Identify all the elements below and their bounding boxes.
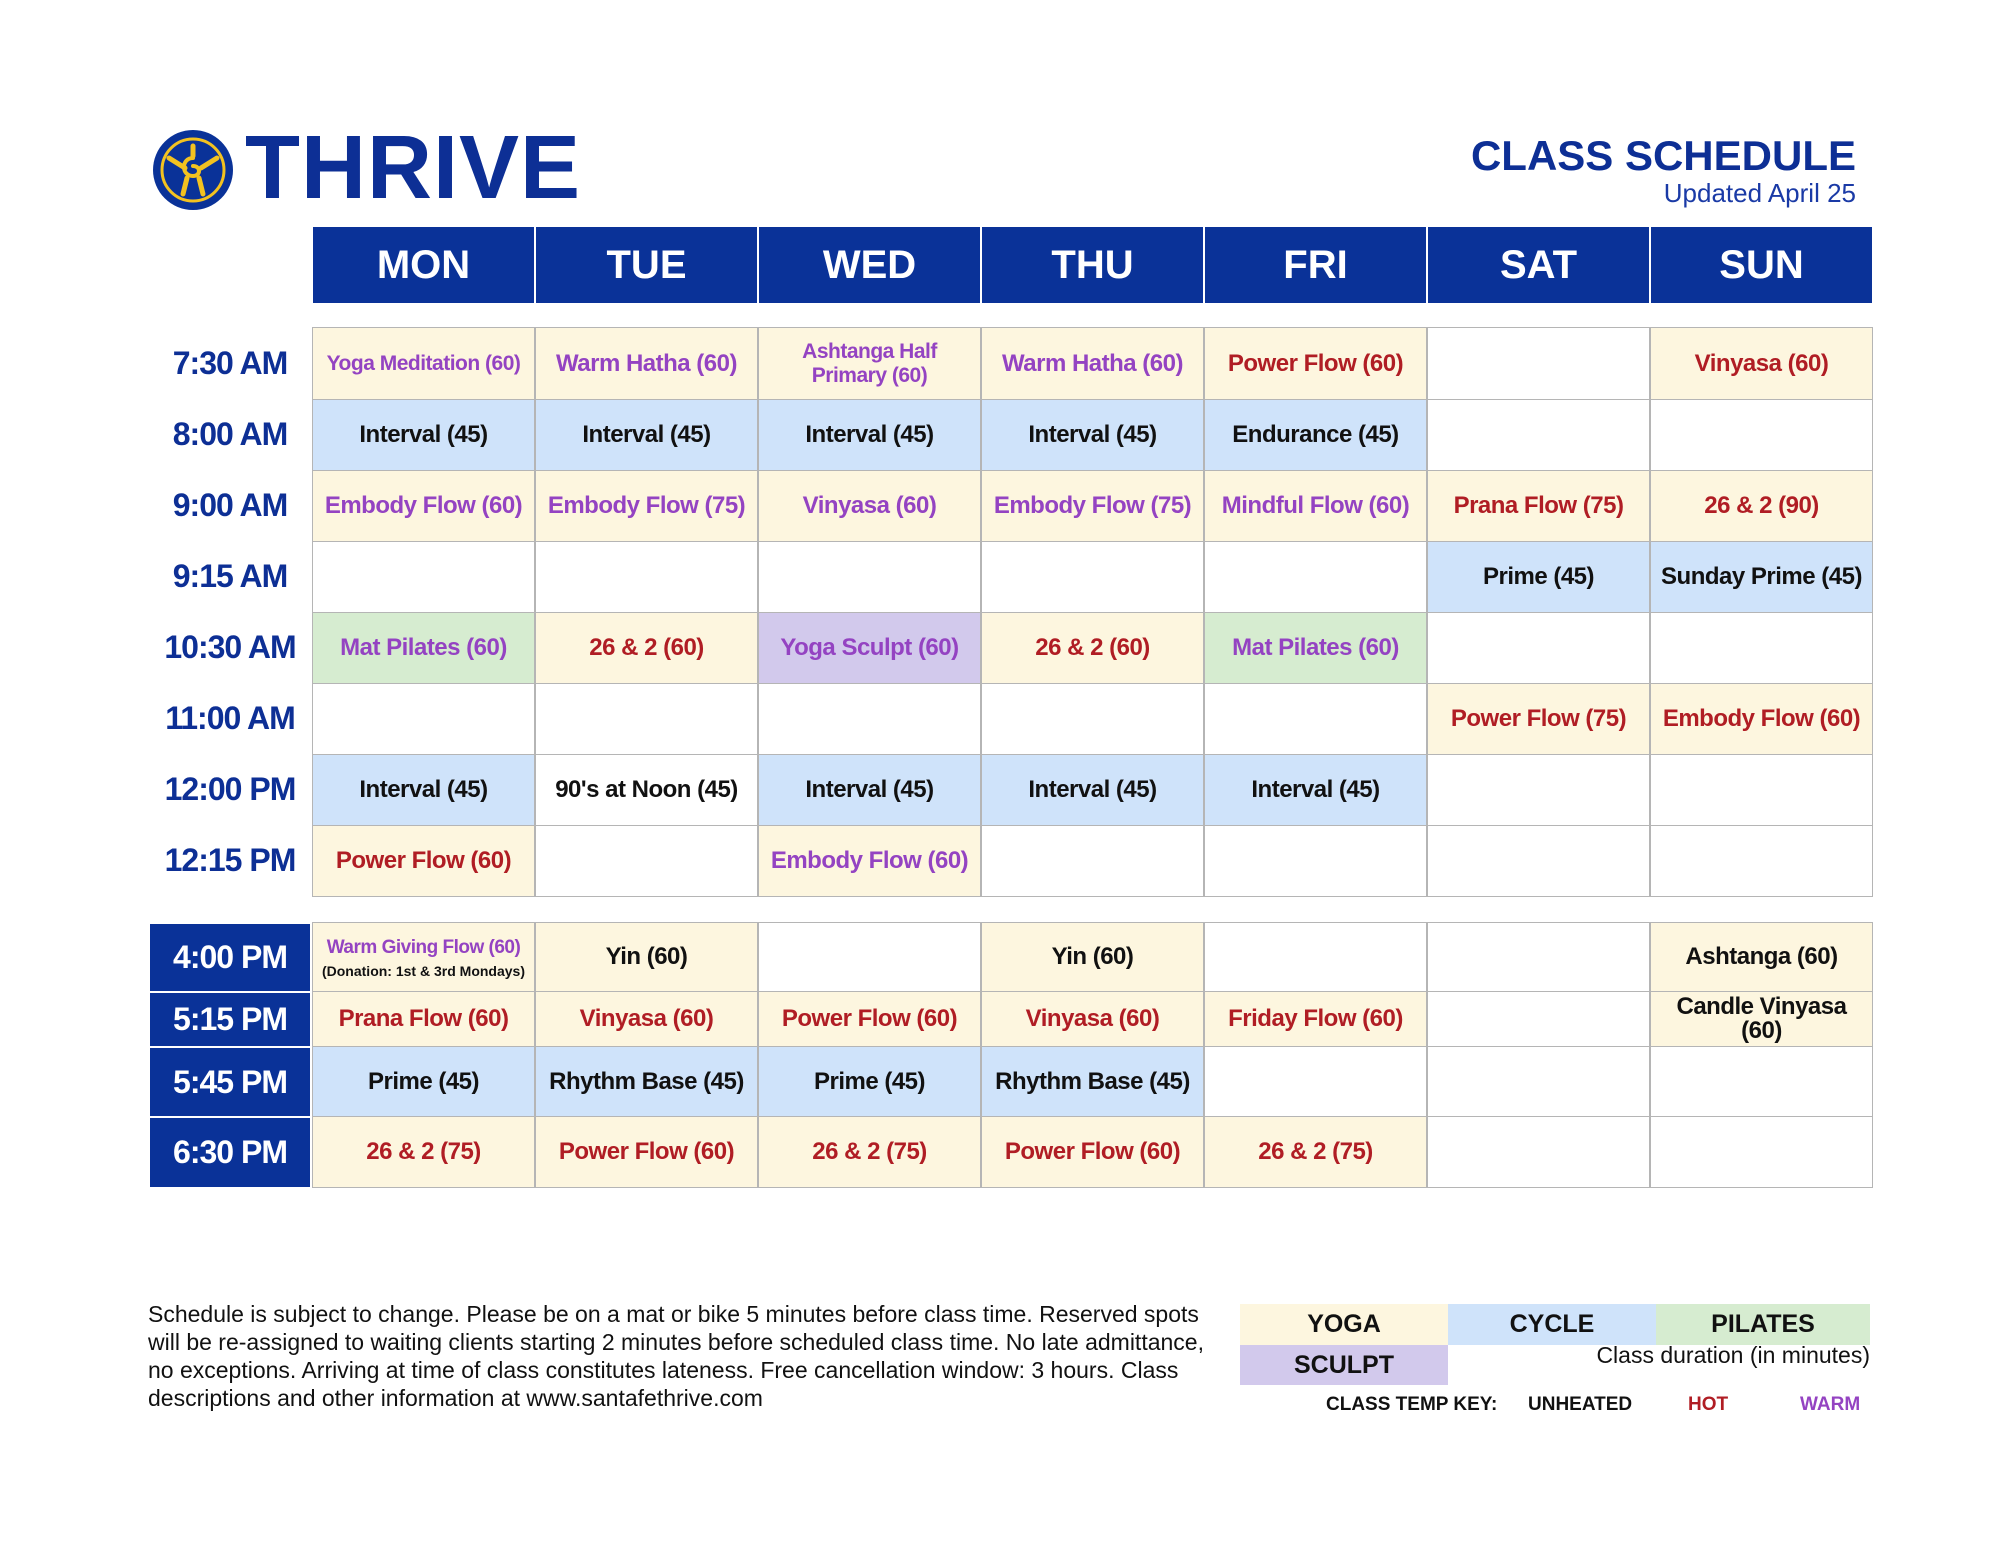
empty-cell: [981, 683, 1204, 755]
class-cell[interactable]: [1427, 541, 1650, 613]
empty-cell: [535, 541, 758, 613]
class-cell[interactable]: [1650, 541, 1873, 613]
class-cell[interactable]: [312, 1046, 535, 1117]
class-cell[interactable]: [981, 1046, 1204, 1117]
day-header: MON: [313, 227, 534, 303]
time-label: 9:15 AM: [172, 558, 288, 594]
class-cell[interactable]: [758, 825, 981, 897]
class-cell[interactable]: [758, 399, 981, 471]
class-name: Embody Flow (75): [547, 492, 746, 519]
class-cell[interactable]: [981, 922, 1204, 992]
class-name: Power Flow (60): [335, 847, 512, 874]
day-header: SUN: [1651, 227, 1872, 303]
empty-cell: [1427, 1046, 1650, 1117]
class-name: Sunday Prime (45): [1661, 563, 1862, 590]
empty-cell: [1204, 922, 1427, 992]
class-cell[interactable]: [1650, 470, 1873, 542]
day-header: FRI: [1205, 227, 1426, 303]
class-cell[interactable]: [981, 399, 1204, 471]
class-name: Embody Flow (60): [324, 492, 523, 519]
class-name: Power Flow (60): [558, 1138, 735, 1165]
empty-cell: [1427, 1116, 1650, 1188]
class-name: Interval (45): [1028, 421, 1157, 448]
class-name: Warm Hatha (60): [556, 349, 737, 377]
empty-cell: [1650, 754, 1873, 826]
class-cell[interactable]: [535, 612, 758, 684]
class-name: Vinyasa (60): [579, 1005, 714, 1032]
class-name: 26 & 2 (60): [589, 634, 704, 661]
empty-cell: [1650, 399, 1873, 471]
thrive-logo-icon: [151, 128, 235, 212]
class-name: Endurance (45): [1232, 421, 1399, 448]
class-cell[interactable]: [312, 470, 535, 542]
time-label: 12:00 PM: [164, 771, 296, 807]
empty-cell: [981, 825, 1204, 897]
empty-cell: [758, 683, 981, 755]
class-name: 26 & 2 (75): [366, 1138, 481, 1165]
class-name: Prana Flow (60): [338, 1005, 509, 1032]
class-cell[interactable]: [758, 327, 981, 400]
empty-cell: [1650, 1116, 1873, 1188]
empty-cell: [1650, 612, 1873, 684]
empty-cell: [312, 683, 535, 755]
class-name: Interval (45): [805, 776, 934, 803]
class-note: (Donation: 1st & 3rd Mondays): [321, 962, 525, 979]
empty-cell: [1650, 825, 1873, 897]
empty-cell: [1204, 683, 1427, 755]
class-name: Embody Flow (60): [1662, 705, 1861, 732]
class-cell[interactable]: [535, 922, 758, 992]
temp-key-label: CLASS TEMP KEY:: [1326, 1394, 1498, 1415]
time-label: 10:30 AM: [164, 629, 296, 665]
class-name: Mindful Flow (60): [1221, 492, 1410, 519]
class-cell[interactable]: [312, 825, 535, 897]
class-cell[interactable]: [535, 754, 758, 826]
legend-sculpt: SCULPT: [1240, 1345, 1448, 1385]
class-name: Mat Pilates (60): [340, 634, 507, 661]
class-cell[interactable]: [1204, 399, 1427, 471]
class-name: Embody Flow (60): [770, 847, 969, 874]
class-cell[interactable]: [312, 612, 535, 684]
class-name: Ashtanga Half Primary (60): [802, 339, 937, 387]
class-cell[interactable]: [312, 1116, 535, 1188]
class-name: Yoga Meditation (60): [326, 351, 521, 375]
class-name: Interval (45): [1028, 776, 1157, 803]
updated-date: Updated April 25: [1663, 178, 1856, 208]
time-label: 5:15 PM: [150, 991, 310, 1046]
class-cell[interactable]: [312, 922, 535, 992]
class-name: Interval (45): [805, 421, 934, 448]
empty-cell: [758, 541, 981, 613]
empty-cell: [1427, 754, 1650, 826]
class-cell[interactable]: [1204, 991, 1427, 1047]
page-title: CLASS SCHEDULE: [1470, 132, 1856, 179]
class-cell[interactable]: [535, 470, 758, 542]
class-cell[interactable]: [1204, 470, 1427, 542]
class-name: 26 & 2 (60): [1035, 634, 1150, 661]
class-name: 26 & 2 (75): [812, 1138, 927, 1165]
empty-cell: [1204, 1046, 1427, 1117]
time-label: 7:30 AM: [172, 344, 288, 381]
empty-cell: [1427, 399, 1650, 471]
class-cell[interactable]: [758, 1116, 981, 1188]
class-cell[interactable]: [981, 470, 1204, 542]
class-cell[interactable]: [758, 1046, 981, 1117]
legend-pilates: PILATES: [1656, 1304, 1870, 1345]
class-cell[interactable]: [535, 1046, 758, 1117]
class-name: Power Flow (60): [781, 1005, 958, 1032]
empty-cell: [758, 922, 981, 992]
class-name: 90's at Noon (45): [555, 776, 738, 803]
class-cell[interactable]: [1427, 470, 1650, 542]
empty-cell: [535, 825, 758, 897]
empty-cell: [1204, 541, 1427, 613]
class-name: Warm Giving Flow (60): [326, 936, 521, 958]
empty-cell: [1204, 825, 1427, 897]
class-name: Friday Flow (60): [1228, 1005, 1403, 1032]
class-name: Mat Pilates (60): [1232, 634, 1399, 661]
temp-key-warm: WARM: [1800, 1394, 1861, 1415]
class-cell[interactable]: [535, 991, 758, 1047]
class-cell[interactable]: [312, 991, 535, 1047]
class-name: Yoga Sculpt (60): [780, 634, 959, 661]
class-cell[interactable]: [1204, 612, 1427, 684]
class-cell[interactable]: [1650, 683, 1873, 755]
class-name: Warm Hatha (60): [1002, 349, 1183, 377]
empty-cell: [1427, 825, 1650, 897]
class-name: Prana Flow (75): [1453, 492, 1624, 519]
class-name: Ashtanga (60): [1685, 943, 1838, 970]
class-cell[interactable]: [758, 754, 981, 826]
class-cell[interactable]: [1204, 754, 1427, 826]
empty-cell: [1427, 327, 1650, 400]
class-name: Yin (60): [605, 943, 688, 970]
time-label: 6:30 PM: [150, 1116, 310, 1187]
time-label: 11:00 AM: [165, 700, 295, 736]
class-name: 26 & 2 (90): [1704, 492, 1819, 519]
time-label: 12:15 PM: [164, 842, 296, 878]
class-name: Vinyasa (60): [1694, 349, 1829, 377]
class-cell[interactable]: [981, 1116, 1204, 1188]
class-cell[interactable]: [312, 754, 535, 826]
class-cell[interactable]: [1650, 327, 1873, 400]
duration-note: Class duration (in minutes): [1596, 1342, 1870, 1368]
class-name: Interval (45): [359, 421, 488, 448]
class-name: 26 & 2 (75): [1258, 1138, 1373, 1165]
class-cell[interactable]: [981, 991, 1204, 1047]
class-cell[interactable]: [535, 399, 758, 471]
class-name: Interval (45): [1251, 776, 1380, 803]
day-header: WED: [759, 227, 980, 303]
class-name: Vinyasa (60): [1025, 1005, 1160, 1032]
time-label: 8:00 AM: [172, 416, 288, 452]
class-cell[interactable]: [758, 470, 981, 542]
class-cell[interactable]: [1650, 922, 1873, 992]
class-cell[interactable]: [981, 612, 1204, 684]
time-label: 9:00 AM: [172, 487, 288, 523]
brand-name: THRIVE: [245, 118, 582, 218]
class-name: Power Flow (60): [1227, 349, 1404, 377]
time-label: 4:00 PM: [150, 922, 310, 991]
class-name: Rhythm Base (45): [549, 1067, 744, 1095]
class-cell[interactable]: [1650, 991, 1873, 1047]
class-cell[interactable]: [758, 612, 981, 684]
class-cell[interactable]: [312, 399, 535, 471]
class-cell[interactable]: [1204, 1116, 1427, 1188]
day-header: SAT: [1428, 227, 1649, 303]
empty-cell: [1427, 991, 1650, 1047]
class-cell[interactable]: [981, 327, 1204, 400]
empty-cell: [535, 683, 758, 755]
day-header: TUE: [536, 227, 757, 303]
day-header: THU: [982, 227, 1203, 303]
temp-key-unheated: UNHEATED: [1528, 1394, 1633, 1415]
class-name: Prime (45): [1482, 563, 1595, 590]
temp-key-hot: HOT: [1688, 1394, 1729, 1415]
class-name: Candle Vinyasa (60): [1676, 993, 1847, 1044]
class-cell[interactable]: [758, 991, 981, 1047]
class-name: Interval (45): [359, 776, 488, 803]
legend-yoga: YOGA: [1240, 1304, 1448, 1345]
class-name: Embody Flow (75): [993, 492, 1192, 519]
class-name: Vinyasa (60): [802, 492, 937, 519]
class-name: Prime (45): [813, 1067, 926, 1095]
class-name: Power Flow (75): [1450, 705, 1627, 732]
legend-cycle: CYCLE: [1448, 1304, 1656, 1345]
class-name: Rhythm Base (45): [995, 1067, 1190, 1095]
class-cell[interactable]: [1204, 327, 1427, 400]
class-name: Prime (45): [367, 1067, 480, 1095]
empty-cell: [1650, 1046, 1873, 1117]
schedule-policy-note: Schedule is subject to change. Please be on a mat or bike 5 minutes before class time. Reserved spots will be re-assigned to waiting clients starting 2 minutes before scheduled class time. No late admittance, no exceptions. Arriving at time of class constitutes lateness. Free cancellation window: 3 hours. Class descriptions and other information at www.santafethrive.com: [148, 1301, 1204, 1411]
time-label: 5:45 PM: [150, 1046, 310, 1116]
class-name: Power Flow (60): [1004, 1138, 1181, 1165]
class-name: Yin (60): [1051, 943, 1134, 970]
empty-cell: [1427, 922, 1650, 992]
class-cell[interactable]: [535, 327, 758, 400]
empty-cell: [981, 541, 1204, 613]
empty-cell: [1427, 612, 1650, 684]
class-cell[interactable]: [535, 1116, 758, 1188]
class-cell[interactable]: [312, 327, 535, 400]
empty-cell: [312, 541, 535, 613]
class-cell[interactable]: [1427, 683, 1650, 755]
class-cell[interactable]: [981, 754, 1204, 826]
class-name: Interval (45): [582, 421, 711, 448]
